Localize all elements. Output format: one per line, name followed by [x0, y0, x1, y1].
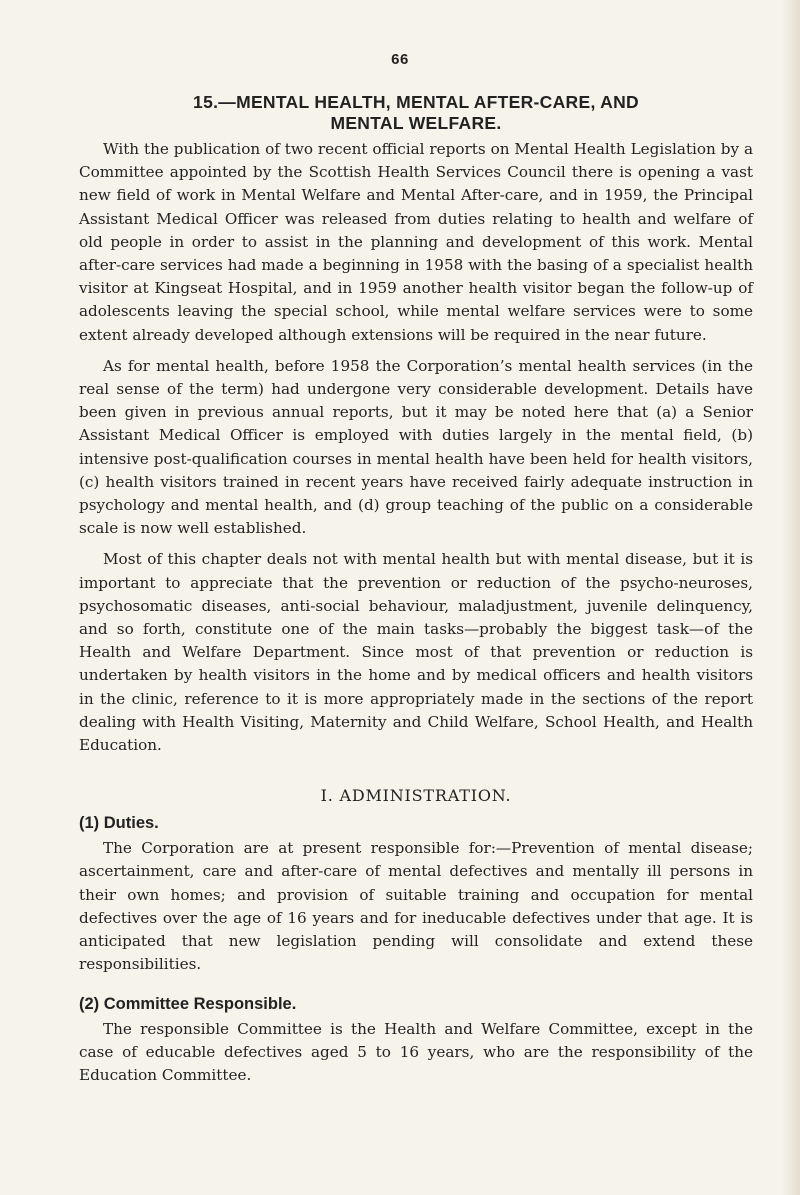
intro-paragraph-1: With the publication of two recent official reports on Mental Health Legislation by a Committee appointed by the Scottish Health Services Council there is opening a vast new field of work in Mental Welfare and Mental After-care, and in 1959, the Principal Assistant Medical Officer was released from duties relating to health and welfare of old people in order to assist in the planning and development of this work. Mental after-care services had made a beginning in 1958 with the basing of a specialist health visitor at Kingseat Hospital, and in 1959 another health visitor began the follow-up of adolescents leaving the special school, while mental welfare services were to some extent already developed although extensions will be required in the near future.	[79, 140, 753, 344]
chapter-title-line-1: 15.—MENTAL HEALTH, MENTAL AFTER-CARE, AND	[193, 92, 639, 112]
page-content	[79, 92, 753, 1095]
committee-paragraph: The responsible Committee is the Health and Welfare Committee, except in the case of educable defectives aged 5 to 16 years, who are the responsibility of the Education Committee.	[79, 1019, 753, 1084]
chapter-title-line-2: MENTAL WELFARE.	[330, 113, 502, 133]
page-number: 66	[391, 51, 409, 68]
page-edge-shadow	[782, 0, 800, 1195]
duties-paragraph: The Corporation are at present responsible for:—Prevention of mental disease; ascertainment, care and after-care of mental defectives and mentally ill persons in their own homes; and provision of suitable training and occupation for mental defectives over the age of 16 years and for ineducable defectives under that age. It is anticipated that new legislation pending will consolidate and extend these responsibilities.	[79, 839, 753, 974]
intro-paragraph-2: As for mental health, before 1958 the Corporation’s mental health services (in the real sense of the term) had undergone very considerable development. Details have been given in previous annual reports, but it may be noted here that (a) a Senior Assistant Medical Officer is employed with duties largely in the mental field, (b) intensive post-qualification courses in mental health have been held for health visitors, (c) health visitors trained in recent years have received fairly adequate instruction in psychology and mental health, and (d) group teaching of the public on a considerable scale is now well established.	[79, 356, 753, 538]
committee-heading: (2) Committee Responsible.	[79, 994, 297, 1013]
section-title-administration: I. ADMINISTRATION.	[320, 786, 512, 806]
duties-heading: (1) Duties.	[79, 814, 159, 833]
chapter-title	[79, 92, 753, 134]
intro-paragraph-3: Most of this chapter deals not with mental health but with mental disease, but it is important to appreciate that the prevention or reduction of the psycho-neuroses, psychosomatic diseases, anti-social behaviour, maladjustment, juvenile delinquency, and so forth, constitute one of the main tasks—probably the biggest task—of the Health and Welfare Department. Since most of that prevention or reduction is undertaken by health visitors in the home and by medical officers and health visitors in the clinic, reference to it is more appropriately made in the sections of the report dealing with Health Visiting, Maternity and Child Welfare, School Health, and Health Education.	[79, 550, 753, 755]
